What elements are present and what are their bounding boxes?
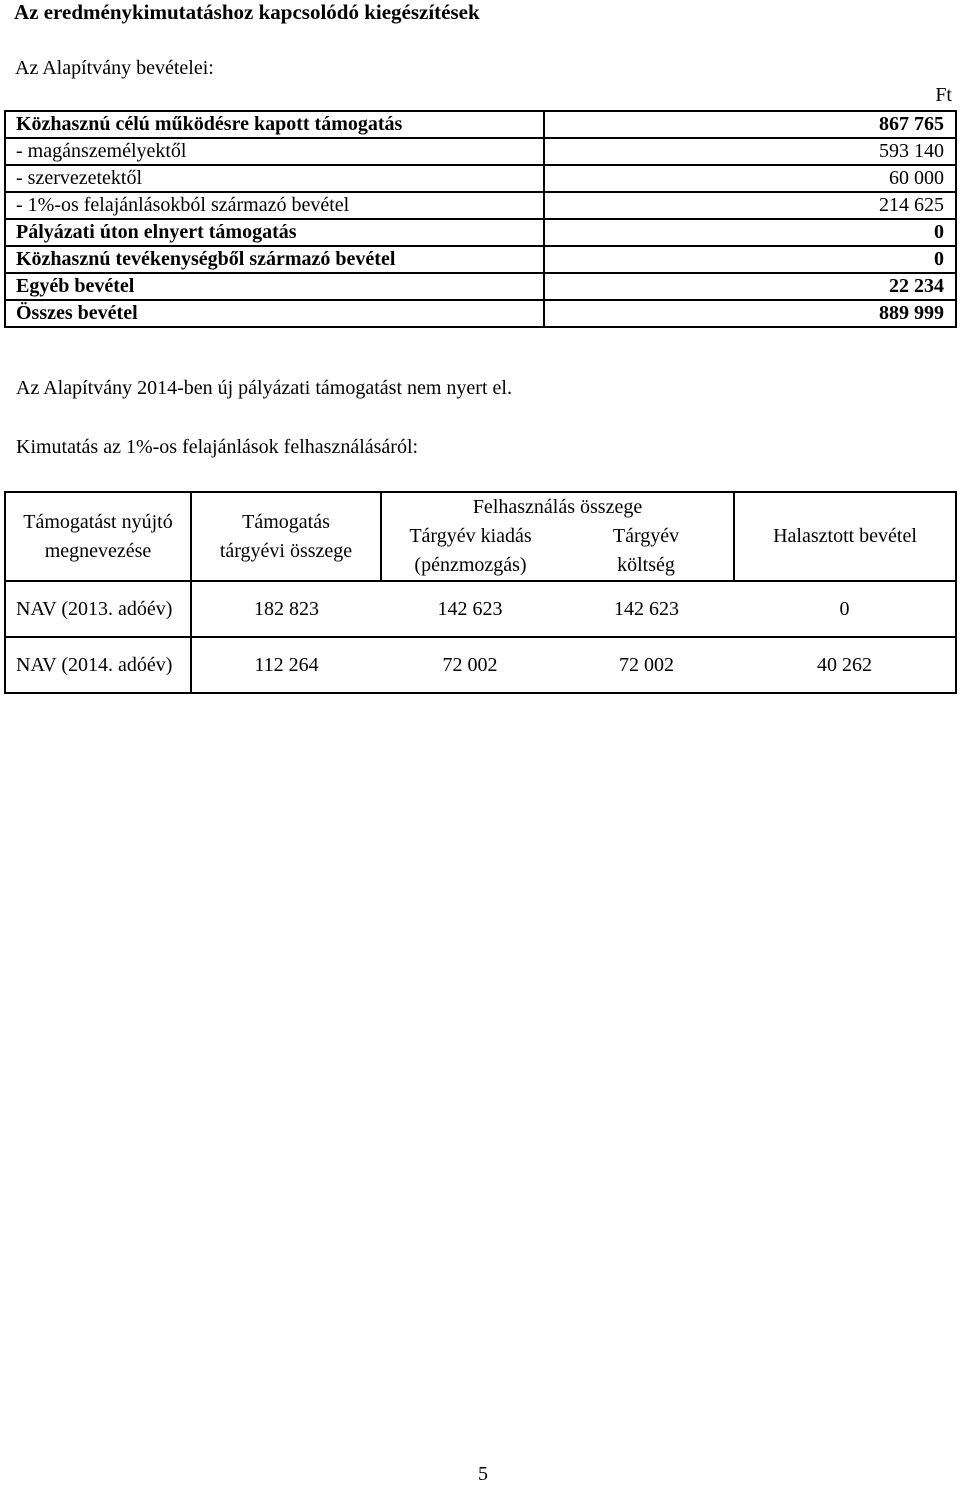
income-row-value: 60 000	[544, 165, 956, 192]
header-deferred: Halasztott bevétel	[734, 492, 956, 581]
income-row-label: Pályázati úton elnyert támogatás	[5, 219, 544, 246]
currency-unit: Ft	[935, 84, 952, 106]
income-row-label: Közhasznú célú működésre kapott támogatás	[5, 111, 544, 138]
row-expense: 142 623	[381, 581, 559, 637]
income-table	[4, 110, 957, 328]
row-deferred: 0	[734, 581, 956, 637]
header-cost: Tárgyév költség	[559, 522, 734, 581]
header-usage-group: Felhasználás összege	[381, 492, 734, 522]
income-row-value: 0	[544, 219, 956, 246]
income-row-value: 214 625	[544, 192, 956, 219]
income-row	[5, 138, 956, 165]
income-intro: Az Alapítvány bevételei:	[15, 57, 214, 79]
income-row	[5, 192, 956, 219]
income-row-label: Egyéb bevétel	[5, 273, 544, 300]
row-provider: NAV (2014. adóév)	[5, 637, 191, 693]
income-row	[5, 219, 956, 246]
header-provider: Támogatást nyújtó megnevezése	[5, 492, 191, 581]
row-cost: 72 002	[559, 637, 734, 693]
income-row-label: Összes bevétel	[5, 300, 544, 327]
header-amount: Támogatás tárgyévi összege	[191, 492, 381, 581]
income-row	[5, 300, 956, 327]
one-percent-table	[4, 491, 957, 694]
tender-note: Az Alapítvány 2014-ben új pályázati támogatást nem nyert el.	[16, 377, 512, 399]
income-row-label: - 1%-os felajánlásokból származó bevétel	[5, 192, 544, 219]
income-row-label: - szervezetektől	[5, 165, 544, 192]
income-row-value: 22 234	[544, 273, 956, 300]
income-row-value: 593 140	[544, 138, 956, 165]
income-row-label: Közhasznú tevékenységből származó bevétel	[5, 246, 544, 273]
income-row	[5, 273, 956, 300]
income-row	[5, 246, 956, 273]
header-expense: Tárgyév kiadás (pénzmozgás)	[381, 522, 559, 581]
income-row-value: 867 765	[544, 111, 956, 138]
one-percent-title: Kimutatás az 1%-os felajánlások felhasználásáról:	[16, 436, 419, 458]
row-provider: NAV (2013. adóév)	[5, 581, 191, 637]
row-expense: 72 002	[381, 637, 559, 693]
row-amount: 182 823	[191, 581, 381, 637]
row-cost: 142 623	[559, 581, 734, 637]
row-deferred: 40 262	[734, 637, 956, 693]
section-heading: Az eredménykimutatáshoz kapcsolódó kiegészítések	[14, 0, 480, 24]
row-amount: 112 264	[191, 637, 381, 693]
income-row-label: - magánszemélyektől	[5, 138, 544, 165]
income-row	[5, 111, 956, 138]
income-row-value: 889 999	[544, 300, 956, 327]
income-row	[5, 165, 956, 192]
page-number: 5	[478, 1463, 488, 1485]
income-row-value: 0	[544, 246, 956, 273]
